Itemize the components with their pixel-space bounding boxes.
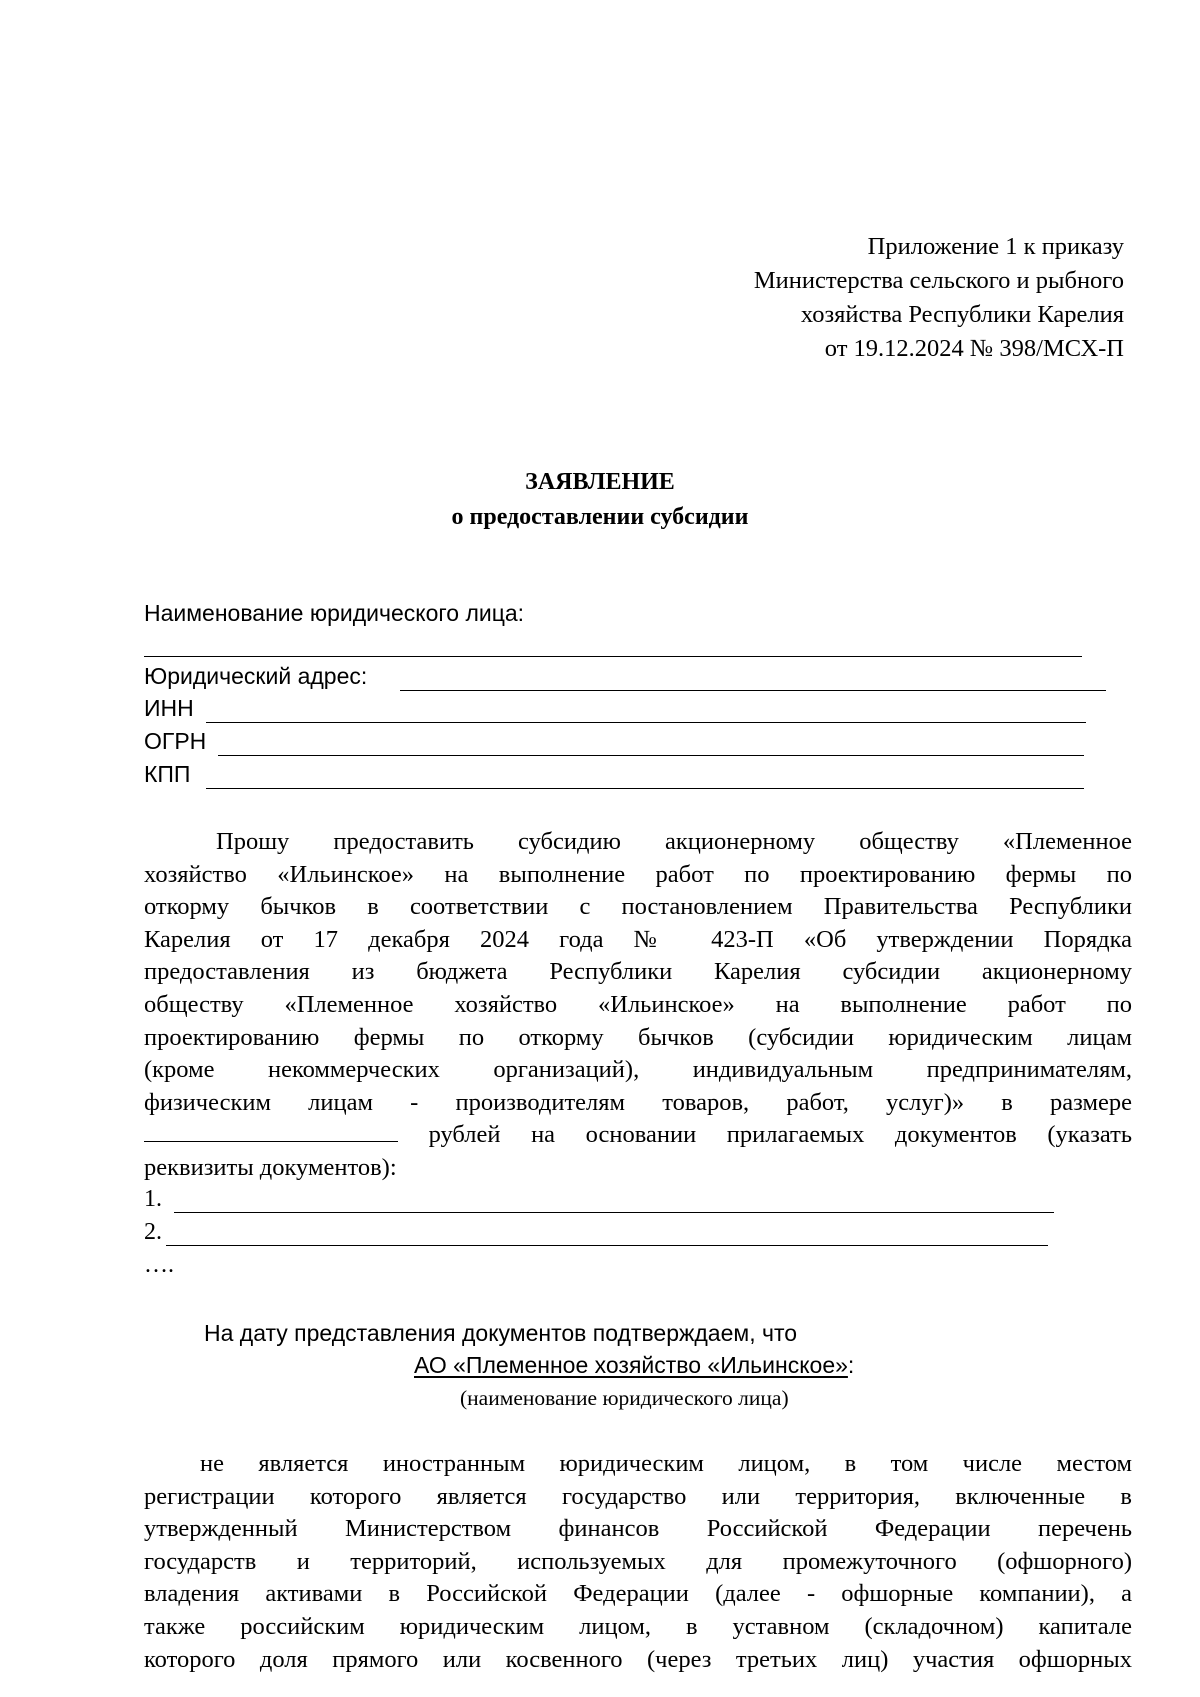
appendix-line-1: Приложение 1 к приказу <box>867 233 1124 260</box>
confirmation-line: не является иностранным юридическим лицом, в том числе местом <box>200 1450 1132 1477</box>
amount-field-line[interactable] <box>144 1119 398 1142</box>
request-paragraph <box>144 826 1132 1185</box>
inn-label: ИНН <box>144 695 194 721</box>
doc-item-1-field-line[interactable] <box>174 1212 1054 1213</box>
doc-item-2-field-line[interactable] <box>166 1245 1048 1246</box>
entity-name-label: Наименование юридического лица: <box>144 600 525 626</box>
doc-item-2-number: 2. <box>144 1219 162 1245</box>
address-label: Юридический адрес: <box>144 663 368 689</box>
list-ellipsis: …. <box>144 1252 174 1278</box>
doc-item-1-number: 1. <box>144 1186 162 1212</box>
ogrn-field-line[interactable] <box>218 755 1084 756</box>
request-line: обществу «Племенное хозяйство «Ильинское» на выполнение работ по <box>144 990 1132 1018</box>
kpp-field-line[interactable] <box>206 788 1084 789</box>
appendix-line-3: хозяйства Республики Карелия <box>800 301 1124 328</box>
confirmation-entity-line <box>414 1352 854 1379</box>
title-main: ЗАЯВЛЕНИЕ <box>525 469 675 495</box>
request-last-line: реквизиты документов): <box>144 1153 397 1181</box>
kpp-label: КПП <box>144 761 191 787</box>
request-line: Карелия от 17 декабря 2024 года № 423-П «Об утверждении Порядка <box>144 925 1132 953</box>
confirmation-line: утвержденный Министерством финансов Российской Федерации перечень <box>144 1515 1132 1543</box>
entity-caption: (наименование юридического лица) <box>460 1386 789 1410</box>
request-line: хозяйство «Ильинское» на выполнение работ по проектированию фермы по <box>144 860 1132 888</box>
confirmation-line: владения активами в Российской Федерации (далее - офшорные компании), а <box>144 1580 1132 1608</box>
request-line: откорму бычков в соответствии с постановлением Правительства Республики <box>144 893 1132 921</box>
appendix-line-4: от 19.12.2024 № 398/МСХ-П <box>824 335 1124 362</box>
request-line: Прошу предоставить субсидию акционерному обществу «Племенное <box>216 828 1132 855</box>
appendix-header <box>754 230 1124 366</box>
confirmation-entity-name: АО «Племенное хозяйство «Ильинское» <box>414 1352 848 1378</box>
confirmation-intro: На дату представления документов подтверждаем, что <box>204 1320 798 1346</box>
confirmation-line: которого доля прямого или косвенного (через третьих лиц) участия офшорных <box>144 1645 1132 1673</box>
inn-field-line[interactable] <box>206 722 1086 723</box>
confirmation-line: государств и территорий, используемых для промежуточного (офшорного) <box>144 1547 1132 1575</box>
entity-name-field-line[interactable] <box>144 656 1082 657</box>
amount-tail-text: рублей на основании прилагаемых документов (указать <box>428 1121 1132 1149</box>
confirmation-line: также российским юридическим лицом, в уставном (складочном) капитале <box>144 1612 1132 1640</box>
ogrn-label: ОГРН <box>144 728 207 754</box>
confirmation-paragraph <box>144 1448 1132 1676</box>
request-line: предоставления из бюджета Республики Карелия субсидии акционерному <box>144 958 1132 986</box>
title-subtitle: о предоставлении субсидии <box>451 504 749 530</box>
request-line: (кроме некоммерческих организаций), индивидуальным предпринимателям, <box>144 1056 1132 1084</box>
address-field-line[interactable] <box>400 690 1106 691</box>
request-line: проектированию фермы по откорму бычков (субсидии юридическим лицам <box>144 1023 1132 1051</box>
confirmation-entity-colon: : <box>847 1352 855 1378</box>
appendix-line-2: Министерства сельского и рыбного <box>753 267 1124 294</box>
amount-line <box>144 1119 1132 1152</box>
request-line: физическим лицам - производителям товаров, работ, услуг)» в размере <box>144 1088 1132 1116</box>
document-title <box>0 465 1200 535</box>
confirmation-line: регистрации которого является государство или территория, включенные в <box>144 1482 1132 1510</box>
